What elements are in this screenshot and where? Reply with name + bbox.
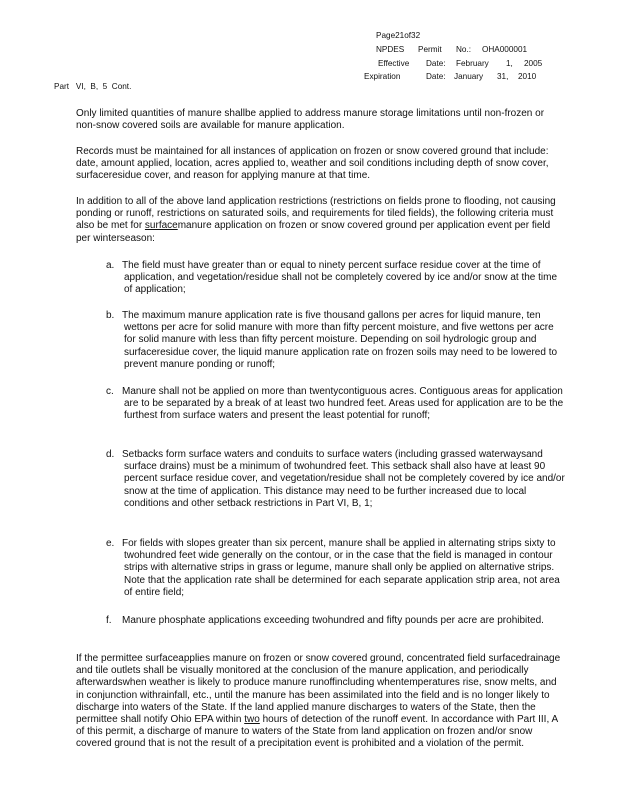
criteria-item-b	[106, 310, 566, 371]
no-label: No.:	[456, 45, 472, 54]
paragraph-monitoring	[76, 653, 564, 751]
monitoring-text-b: hours of detection of the runoff event. In accordance with Part III, A of this permit, a discharge of manure to waters of the State from land application on frozen and/or snow covered ground that is not the result of a precipitation event is prohibited and a violation of the permit.	[76, 714, 558, 750]
page-number: Page21of32	[376, 31, 421, 40]
effective-year: 2005	[524, 59, 543, 68]
criteria-item-f	[106, 615, 566, 627]
effective-date-label: Date:	[426, 59, 446, 68]
criteria-item-a	[106, 260, 566, 297]
criteria-intro-text-a: In addition to all of the above land application restrictions (restrictions on fields prone to flooding, not causing ponding or runoff, restrictions on saturated soils, and requirements for tiled fields), the following criteria must also be met for	[76, 196, 556, 232]
expiration-year: 2010	[518, 72, 537, 81]
effective-day: 1,	[506, 59, 513, 68]
permit-number: OHA000001	[482, 45, 528, 54]
paragraph-limited-quantities: Only limited quantities of manure shallbe applied to address manure storage limitations until non-frozen or non-snow covered soils are available for manure application.	[76, 108, 545, 132]
criteria-text: Setbacks form surface waters and conduits to surface waters (including grassed waterwaysand surface drains) must be a minimum of twohundred feet. This setback shall also have at least 90 percent surface residue cover, and vegetation/residue shall not be completely covered by ice and/or snow at the time of application. This distance may need to be further increased due to local conditions and other setback restrictions in Part VI, B, 1;	[122, 449, 565, 509]
criteria-item-c	[106, 386, 566, 423]
effective-label: Effective	[378, 59, 410, 68]
paragraph-criteria-intro	[76, 196, 564, 245]
paragraph-records: Records must be maintained for all instances of application on frozen or snow covered ground that include: date, amount applied, location, acres applied to, weather and soil conditions including depth of snow cover, surfaceresidue cover, and reason for applying manure at that time.	[76, 146, 549, 182]
criteria-item-e	[106, 538, 566, 599]
list-marker: f.	[106, 615, 112, 626]
criteria-item-d	[106, 449, 566, 510]
part-reference: Part VI, B, 5 Cont.	[54, 82, 132, 91]
monitoring-text-a: If the permittee surfaceapplies manure on frozen or snow covered ground, concentrated field surfacedrainage and tile outlets shall be visually monitored at the conclusion of the manure application, and periodically afterwardswhen weather is likely to produce manure runoffincluding whentemperatures rise, snow melts, and in conjunction withrainfall, etc., until the manure has been assimilated into the field and is no longer likely to discharge into waters of the State. If the land applied manure discharges to waters of the State, then the permittee shall notify Ohio EPA within	[76, 653, 561, 726]
expiration-date-label: Date:	[426, 72, 446, 81]
criteria-text: Manure shall not be applied on more than twentycontiguous acres. Contiguous areas for application are to be separated by a break of at least two hundred feet. Areas used for application are to be the furthest from surface waters and present the least potential for runoff;	[122, 386, 564, 422]
list-marker: e.	[106, 538, 115, 549]
npdes-label: NPDES	[376, 45, 405, 54]
two-underlined: two	[244, 714, 260, 726]
permit-label: Permit	[418, 45, 442, 54]
expiration-day: 31,	[497, 72, 509, 81]
list-marker: c.	[106, 386, 114, 397]
criteria-text: The field must have greater than or equal to ninety percent surface residue cover at the time of application, and vegetation/residue shall not be completely covered by ice and/or snow at the time of application;	[122, 260, 558, 296]
criteria-intro-text-b: manure application on frozen or snow covered ground per application event per field per winterseason:	[76, 220, 551, 244]
criteria-text: The maximum manure application rate is five thousand gallons per acres for liquid manure, ten wettons per acre for solid manure with more than fifty percent moisture, and five wettons per acre for solid manure with less than fifty percent moisture. Depending on soil hydrologic group and surfaceresidue cover, the liquid manure application rate on frozen soils may need to be lowered to prevent manure ponding or runoff;	[122, 310, 558, 370]
effective-month: February	[456, 59, 489, 68]
list-marker: a.	[106, 260, 115, 271]
criteria-text: For fields with slopes greater than six percent, manure shall be applied in alternating strips sixty to twohundred feet wide generally on the contour, or in the case that the field is managed in contour strips with alternative strips in grass or legume, manure shall only be applied on alternative strips. Note that the application rate shall be determined for each separate application strip area, not area of entire field;	[122, 538, 560, 598]
expiration-label: Expiration	[364, 72, 401, 81]
list-marker: d.	[106, 449, 115, 460]
expiration-month: January	[454, 72, 484, 81]
list-marker: b.	[106, 310, 115, 321]
surface-underlined: surface	[144, 220, 178, 232]
criteria-text: Manure phosphate applications exceeding twohundred and fifty pounds per acre are prohibited.	[122, 615, 544, 626]
